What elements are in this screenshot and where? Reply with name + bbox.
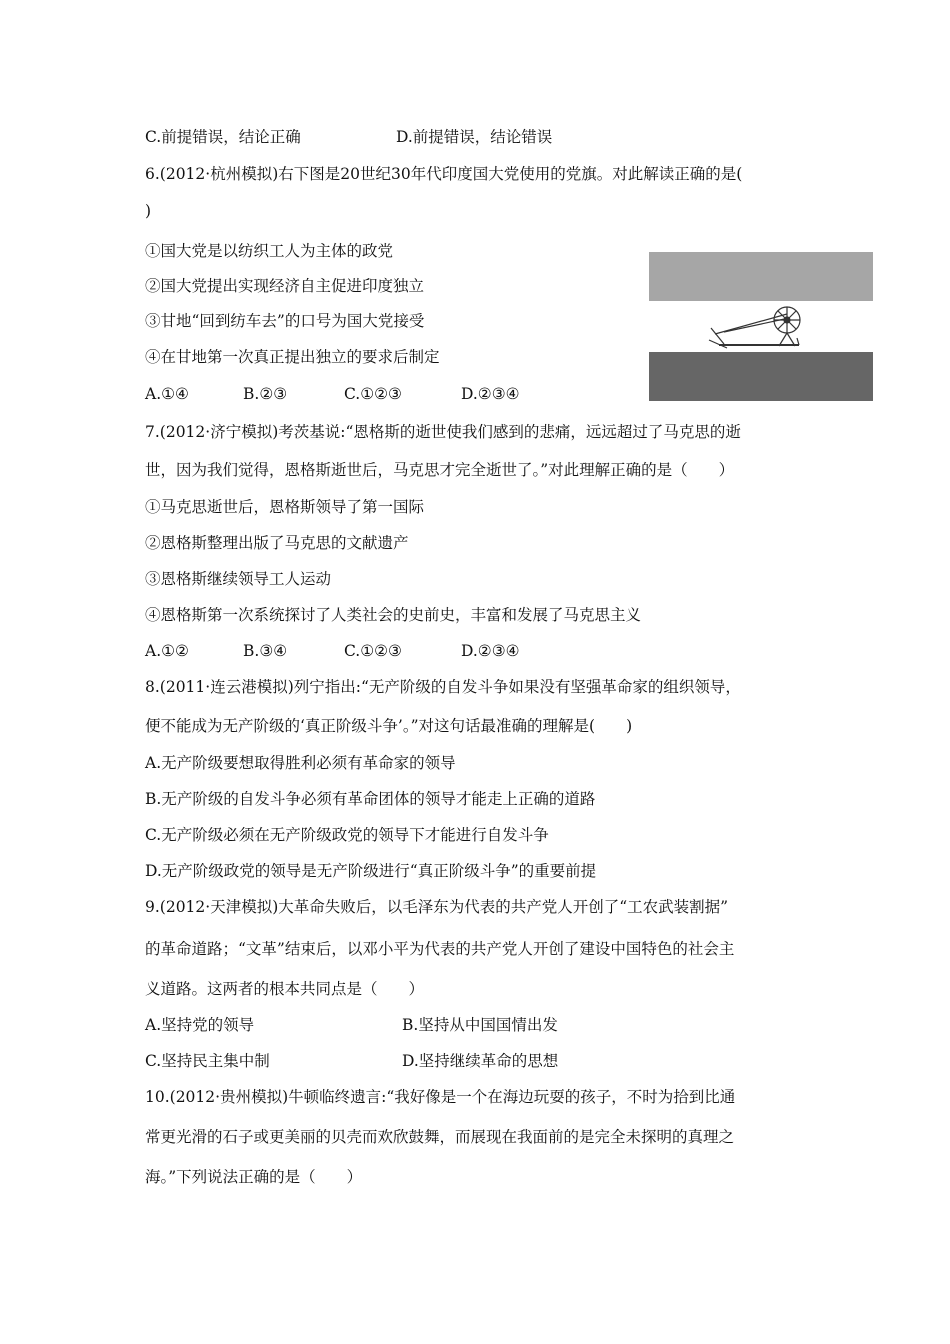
q6-stem-line1: 6.(2012·杭州模拟)右下图是20世纪30年代印度国大党使用的党旗。对此解读正确的是( bbox=[145, 165, 743, 183]
flag-top-stripe bbox=[649, 252, 873, 301]
congress-flag-image bbox=[649, 252, 873, 401]
q8-option-a: A.无产阶级要想取得胜利必须有革命家的领导 bbox=[145, 754, 456, 772]
q6-item-2: ②国大党提出实现经济自主促进印度独立 bbox=[145, 277, 425, 295]
q5-option-d: D.前提错误，结论错误 bbox=[396, 128, 553, 146]
q10-stem-line2: 常更光滑的石子或更美丽的贝壳而欢欣鼓舞，而展现在我面前的是完全未探明的真理之 bbox=[145, 1128, 735, 1146]
q7-stem-line2: 世，因为我们觉得，恩格斯逝世后，马克思才完全逝世了。”对此理解正确的是（ ） bbox=[145, 461, 735, 479]
q6-options bbox=[145, 384, 520, 404]
q10-stem-line1: 10.(2012·贵州模拟)牛顿临终遗言:“我好像是一个在海边玩耍的孩子，不时为拾到比通 bbox=[145, 1088, 736, 1106]
q6-option-d: D.②③④ bbox=[461, 385, 520, 403]
q9-stem-line3: 义道路。这两者的根本共同点是（ ） bbox=[145, 980, 425, 998]
q7-item-4: ④恩格斯第一次系统探讨了人类社会的史前史，丰富和发展了马克思主义 bbox=[145, 606, 642, 624]
flag-bottom-stripe bbox=[649, 352, 873, 401]
q9-option-b: B.坚持从中国国情出发 bbox=[402, 1016, 558, 1034]
q7-stem-line1: 7.(2012·济宁模拟)考茨基说:“恩格斯的逝世使我们感到的悲痛，远远超过了马克思的逝 bbox=[145, 423, 741, 441]
q7-item-1: ①马克思逝世后，恩格斯领导了第一国际 bbox=[145, 498, 425, 516]
q10-stem-line3: 海。”下列说法正确的是（ ） bbox=[145, 1168, 363, 1186]
q8-option-c: C.无产阶级必须在无产阶级政党的领导下才能进行自发斗争 bbox=[145, 826, 549, 844]
q8-stem-line1: 8.(2011·连云港模拟)列宁指出:“无产阶级的自发斗争如果没有坚强革命家的组织领导， bbox=[145, 678, 741, 696]
q7-option-d: D.②③④ bbox=[461, 642, 520, 660]
q8-stem-line2: 便不能成为无产阶级的‘真正阶级斗争’。”对这句话最准确的理解是( ) bbox=[145, 717, 633, 735]
q6-option-c: C.①②③ bbox=[344, 385, 402, 403]
q6-item-3: ③甘地“回到纺车去”的口号为国大党接受 bbox=[145, 312, 425, 330]
q7-option-a: A.①② bbox=[145, 642, 189, 660]
q7-option-b: B.③④ bbox=[243, 642, 288, 660]
q6-item-1: ①国大党是以纺织工人为主体的政党 bbox=[145, 242, 394, 260]
q6-stem-line2: ) bbox=[145, 202, 152, 220]
q9-stem-line1: 9.(2012·天津模拟)大革命失败后，以毛泽东为代表的共产党人开创了“工农武装割据” bbox=[145, 898, 729, 916]
q8-option-b: B.无产阶级的自发斗争必须有革命团体的领导才能走上正确的道路 bbox=[145, 790, 596, 808]
q5-option-c: C.前提错误，结论正确 bbox=[145, 128, 301, 146]
q6-item-4: ④在甘地第一次真正提出独立的要求后制定 bbox=[145, 348, 440, 366]
q9-stem-line2: 的革命道路；“文革”结束后，以邓小平为代表的共产党人开创了建设中国特色的社会主 bbox=[145, 940, 735, 958]
q7-item-2: ②恩格斯整理出版了马克思的文献遗产 bbox=[145, 534, 409, 552]
q6-option-b: B.②③ bbox=[243, 385, 288, 403]
q9-option-c: C.坚持民主集中制 bbox=[145, 1052, 270, 1070]
q6-option-a: A.①④ bbox=[145, 385, 189, 403]
q9-option-d: D.坚持继续革命的思想 bbox=[402, 1052, 559, 1070]
q7-option-c: C.①②③ bbox=[344, 642, 402, 660]
q7-options bbox=[145, 641, 520, 661]
q7-item-3: ③恩格斯继续领导工人运动 bbox=[145, 570, 332, 588]
q9-option-a: A.坚持党的领导 bbox=[145, 1016, 255, 1034]
q8-option-d: D.无产阶级政党的领导是无产阶级进行“真正阶级斗争”的重要前提 bbox=[145, 862, 597, 880]
